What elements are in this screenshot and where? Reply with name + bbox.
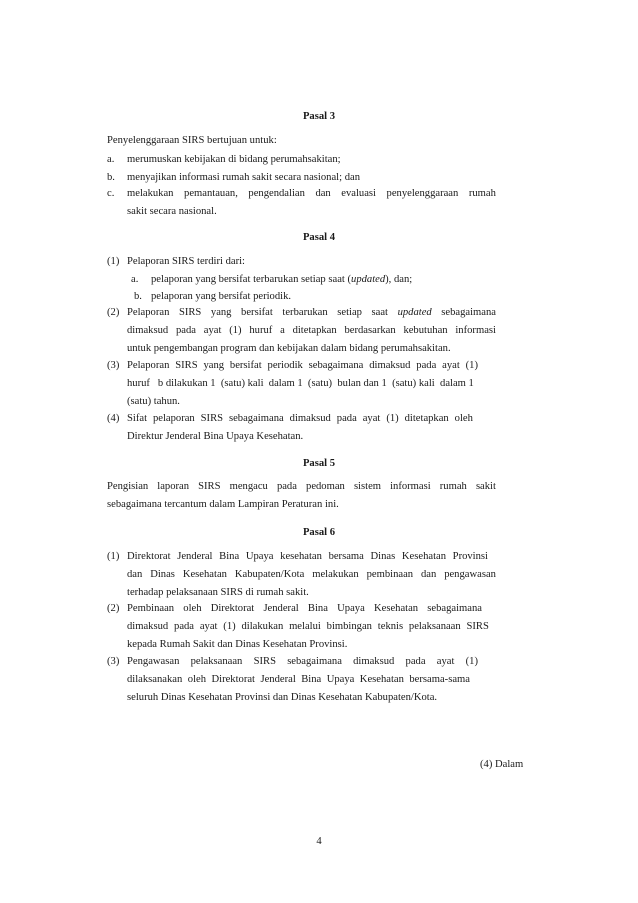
word: SIRS (200, 413, 224, 424)
paragraph-justified-line (127, 324, 496, 338)
list-item: pelaporan yang bersifat terbarukan setiap saat (updated), dan; (151, 274, 413, 285)
paragraph-justified-line (127, 412, 473, 426)
word: pedoman (306, 481, 345, 492)
word: Pelaporan (127, 360, 170, 371)
word: bersifat (229, 360, 262, 371)
word: sebagaimana (287, 656, 342, 667)
word: Kesehatan (359, 674, 404, 685)
word: Jenderal (177, 551, 213, 562)
paragraph-text: Pelaporan SIRS terdiri dari: (127, 256, 245, 267)
word: informasi (455, 325, 496, 336)
word: dilaksanakan (127, 674, 183, 685)
word: melakukan (312, 569, 359, 580)
word: kesehatan (280, 551, 322, 562)
paragraph-marker: (1) (107, 256, 120, 267)
word: sakit (475, 481, 496, 492)
paragraph-continuation: kepada Rumah Sakit dan Dinas Kesehatan Provinsi. (127, 639, 348, 650)
paragraph-justified-line (127, 602, 482, 616)
word: Kabupaten/Kota (234, 569, 305, 580)
word: Kesehatan (373, 603, 419, 614)
list-marker: b. (107, 172, 115, 183)
word: melalui (289, 621, 321, 632)
word: pelaksanaan (408, 621, 461, 632)
word: Direktorat (211, 674, 256, 685)
word: laporan (157, 481, 190, 492)
word: oleh (187, 674, 207, 685)
word: Kesehatan (182, 569, 227, 580)
word: Pengawasan (127, 656, 180, 667)
word: Jenderal (260, 674, 296, 685)
word: oleh (183, 603, 202, 614)
paragraph-justified-line (127, 620, 489, 634)
word: dan (127, 569, 143, 580)
word: saat (371, 307, 389, 318)
list-marker: b. (134, 291, 142, 302)
word: a (280, 325, 285, 336)
list-marker: a. (107, 154, 115, 165)
word: setiap (337, 307, 362, 318)
word: Direktorat (210, 603, 255, 614)
word: oleh (454, 413, 473, 424)
paragraph-marker: (2) (107, 307, 120, 318)
word: Dinas (150, 569, 175, 580)
paragraph-justified-line (107, 480, 496, 494)
pasal-3-intro: Penyelenggaraan SIRS bertujuan untuk: (107, 135, 277, 146)
word: Pelaporan (127, 307, 170, 318)
word: pada (276, 481, 297, 492)
word: pembinaan (366, 569, 414, 580)
word: melakukan (127, 188, 174, 199)
word: Upaya (245, 551, 274, 562)
word: dimaksud (127, 325, 169, 336)
word: pelaporan (152, 413, 195, 424)
word: (1) (465, 360, 478, 371)
list-item: pelaporan yang bersifat periodik. (151, 291, 292, 302)
word: (1) (229, 325, 242, 336)
word: SIRS (175, 360, 198, 371)
paragraph-marker: (3) (107, 360, 120, 371)
word: SIRS (178, 307, 202, 318)
word: ayat (362, 413, 381, 424)
pasal-4-heading: Pasal 4 (302, 232, 336, 243)
list-item: menyajikan informasi rumah sakit secara nasional; dan (127, 172, 360, 183)
word: berdasarkan (344, 325, 396, 336)
word: Bina (219, 551, 240, 562)
word: bersama (328, 551, 364, 562)
word: rumah (468, 188, 496, 199)
word: ayat (203, 325, 222, 336)
paragraph-continuation: sebagaimana tercantum dalam Lampiran Peraturan ini. (107, 499, 339, 510)
paragraph-continuation: terhadap pelaksanaan SIRS di rumah sakit. (127, 587, 309, 598)
word: bersama-sama (409, 674, 470, 685)
word: ayat (199, 621, 218, 632)
list-marker: a. (131, 274, 139, 285)
paragraph-justified-line (127, 655, 478, 669)
word: SIRS (466, 621, 489, 632)
paragraph-justified-line (127, 673, 470, 687)
word: Bina (307, 603, 328, 614)
word: ditetapkan (292, 325, 337, 336)
list-item-justified-line (127, 187, 496, 201)
word: pelaksanaan (190, 656, 243, 667)
word: ditetapkan (404, 413, 449, 424)
pasal-6-heading: Pasal 6 (302, 527, 336, 538)
word: evaluasi (341, 188, 376, 199)
word: sebagaimana (308, 360, 364, 371)
paragraph-continuation: untuk pengembangan program dan kebijakan dalam bidang perumahsakitan. (127, 343, 451, 354)
paragraph-marker: (4) (107, 413, 120, 424)
word: (1) (223, 621, 236, 632)
word: dimaksud (127, 621, 169, 632)
word: dimaksud (289, 413, 331, 424)
paragraph-continuation: (satu) tahun. (127, 396, 180, 407)
pasal-5-heading: Pasal 5 (302, 458, 336, 469)
word: Pembinaan (127, 603, 175, 614)
paragraph-justified-line (127, 568, 496, 582)
word: (1) (465, 656, 478, 667)
word: sistem (353, 481, 382, 492)
word: rumah (439, 481, 467, 492)
word: pada (405, 656, 426, 667)
continuation-text: (4) Dalam (480, 759, 524, 770)
word: pada (336, 413, 357, 424)
word: pemantauan, (184, 188, 238, 199)
word: huruf (249, 325, 273, 336)
word: kebutuhan (403, 325, 448, 336)
word: teknis (377, 621, 404, 632)
word: Jenderal (263, 603, 299, 614)
word: Upaya (326, 674, 355, 685)
word: ayat (436, 656, 455, 667)
list-marker: c. (107, 188, 115, 199)
word: Kesehatan (401, 551, 447, 562)
word: sebagaimana (228, 413, 284, 424)
word: ayat (442, 360, 460, 371)
word: dilakukan (241, 621, 284, 632)
word: Direktorat (127, 551, 171, 562)
word: terbarukan (282, 307, 328, 318)
list-item-continuation: sakit secara nasional. (127, 206, 217, 217)
word: Pengisian (107, 481, 149, 492)
word: mengacu (229, 481, 268, 492)
word: sebagaimana (427, 603, 482, 614)
paragraph-marker: (2) (107, 603, 120, 614)
pasal-3-heading: Pasal 3 (302, 111, 336, 122)
paragraph-continuation: Direktur Jenderal Bina Upaya Kesehatan. (127, 431, 304, 442)
word: pada (175, 325, 196, 336)
word: informasi (390, 481, 431, 492)
word: bimbingan (326, 621, 372, 632)
word: dan (315, 188, 331, 199)
page-number: 4 (316, 836, 322, 847)
word: (1) (386, 413, 399, 424)
word: pengawasan (444, 569, 496, 580)
word: penyelenggaraan (386, 188, 459, 199)
word: SIRS (198, 481, 221, 492)
paragraph-continuation: huruf b dilakukan 1 (satu) kali dalam 1 (satu) bulan dan 1 (satu) kali dalam 1 (127, 378, 474, 389)
paragraph-justified-line: Pelaporan SIRS yang bersifat terbarukan setiap saat updated sebagaimana (127, 307, 496, 318)
word: pada (174, 621, 195, 632)
word: dimaksud (369, 360, 411, 371)
word: dan (420, 569, 437, 580)
paragraph-justified-line (127, 550, 488, 564)
word: Upaya (337, 603, 365, 614)
word: periodik (267, 360, 303, 371)
list-item: merumuskan kebijakan di bidang perumahsakitan; (127, 154, 341, 165)
paragraph-marker: (3) (107, 656, 120, 667)
word: Provinsi (452, 551, 488, 562)
paragraph-justified-line (127, 359, 478, 373)
word: bersifat (241, 307, 273, 318)
paragraph-continuation: seluruh Dinas Kesehatan Provinsi dan Dinas Kesehatan Kabupaten/Kota. (127, 692, 438, 703)
word: dimaksud (353, 656, 395, 667)
word: Sifat (127, 413, 148, 424)
word: yang (203, 360, 225, 371)
word: Dinas (370, 551, 396, 562)
word: yang (210, 307, 232, 318)
word: Bina (301, 674, 322, 685)
word: pada (416, 360, 437, 371)
word: SIRS (253, 656, 276, 667)
paragraph-marker: (1) (107, 551, 120, 562)
word: pengendalian (248, 188, 305, 199)
